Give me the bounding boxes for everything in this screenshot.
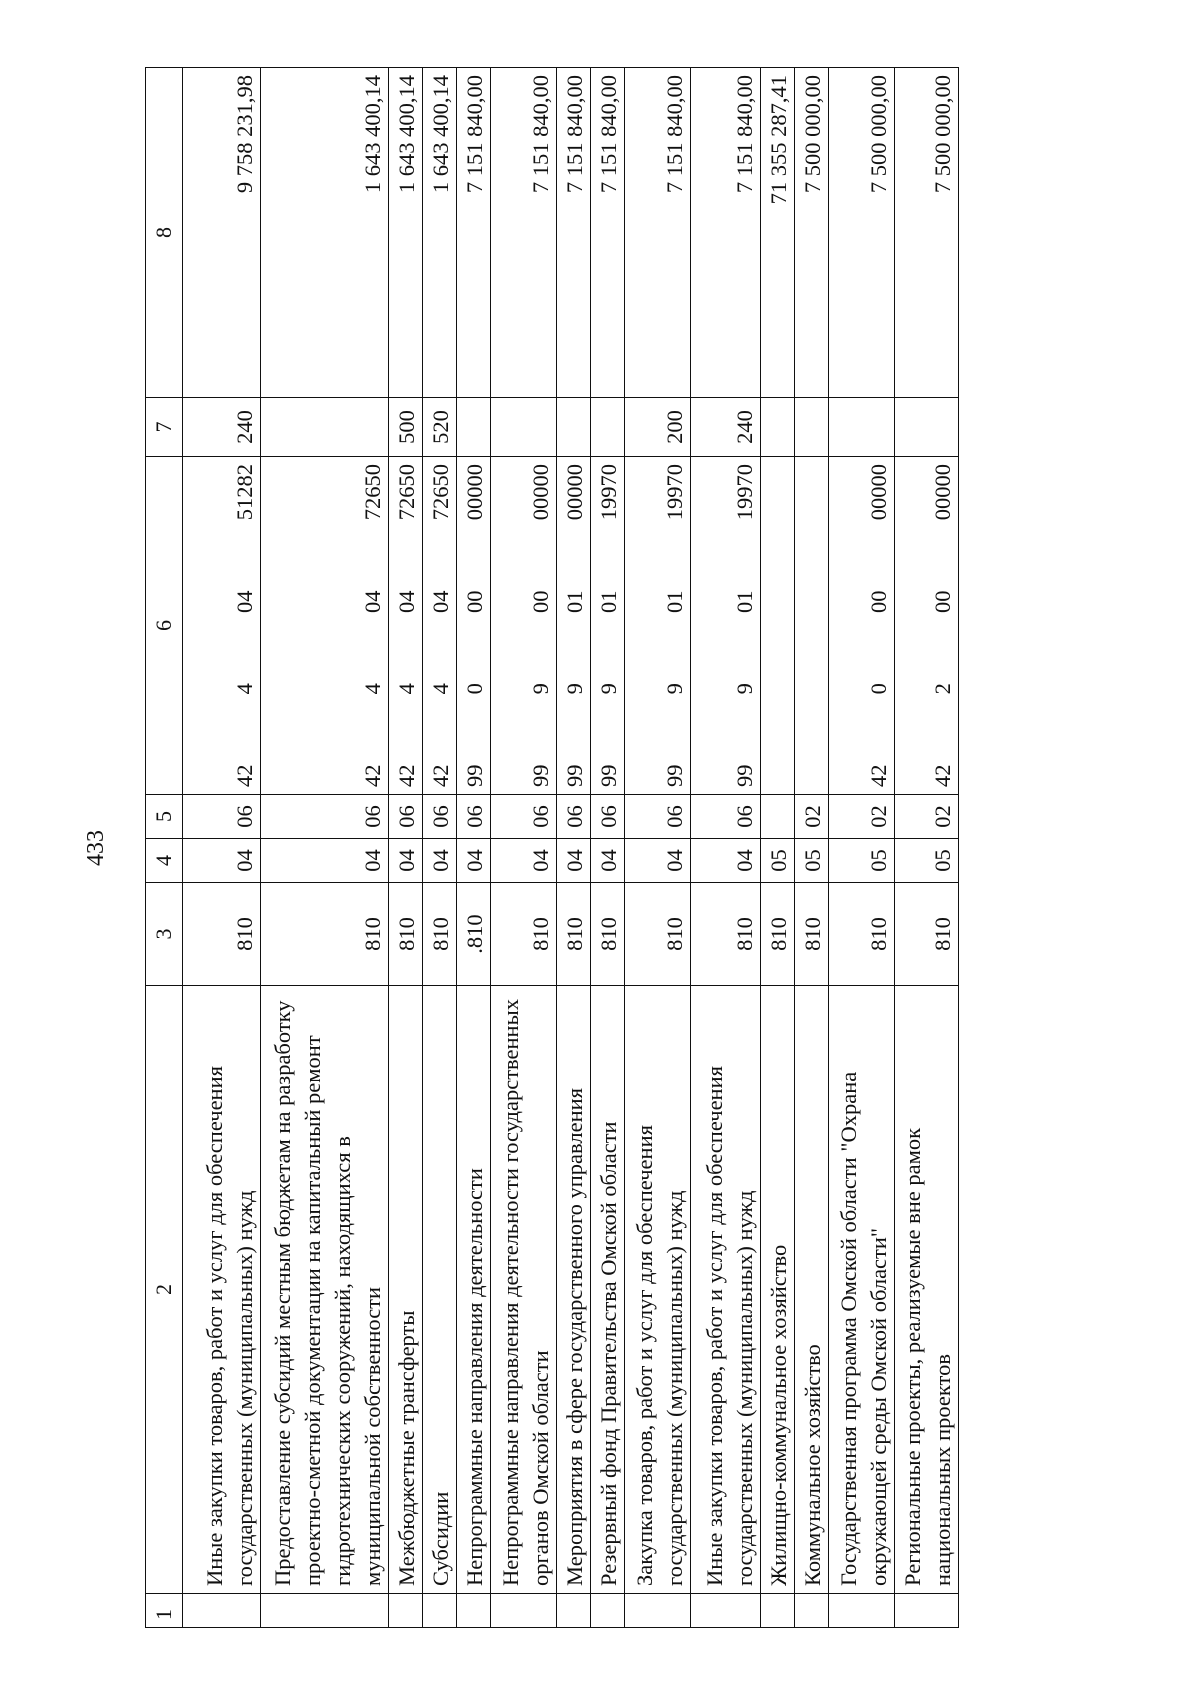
section-code-cell: 04 (423, 839, 457, 883)
target-code-part: 72650 (394, 464, 419, 521)
target-code-parts (594, 464, 624, 787)
subsection-code-cell: 06 (261, 795, 389, 839)
subsection-code-cell: 06 (691, 795, 761, 839)
target-code-parts (358, 464, 388, 787)
target-code-part: 99 (662, 764, 687, 787)
section-code-cell: 04 (457, 839, 491, 883)
target-code-cell (625, 457, 691, 795)
expense-type-cell: 500 (389, 398, 423, 457)
target-code-part: 99 (596, 764, 621, 787)
amount-cell: 71 355 287,41 (761, 68, 795, 398)
target-code-cell (389, 457, 423, 795)
section-code-cell: 04 (557, 839, 591, 883)
table-row (691, 68, 761, 1628)
item-name-cell: Субсидии (423, 986, 457, 1594)
target-code-part: 9 (662, 683, 687, 695)
subsection-code-cell (761, 795, 795, 839)
section-code-cell: 05 (761, 839, 795, 883)
target-code-parts (928, 464, 958, 787)
item-name-cell: Межбюджетные трансферты (389, 986, 423, 1594)
expense-type-cell (795, 398, 829, 457)
table-row (895, 68, 959, 1628)
table-row (795, 68, 829, 1628)
row-number-cell (625, 1594, 691, 1628)
amount-cell: 7 500 000,00 (829, 68, 895, 398)
target-code-parts (426, 464, 456, 787)
target-code-cell (691, 457, 761, 795)
header-cell: 8 (146, 68, 183, 398)
target-code-part: 00 (462, 590, 487, 613)
target-code-part: 00000 (562, 464, 587, 521)
header-cell: 1 (146, 1594, 183, 1628)
target-code-part: 04 (360, 590, 385, 613)
amount-cell: 1 643 400,14 (261, 68, 389, 398)
target-code-part: 00000 (866, 464, 891, 521)
ministry-code-cell: 810 (183, 883, 261, 986)
target-code-part: 04 (394, 590, 419, 613)
row-number-cell (795, 1594, 829, 1628)
item-name-cell: Жилищно-коммунальное хозяйство (761, 986, 795, 1594)
target-code-part: 2 (930, 683, 955, 695)
subsection-code-cell: 06 (457, 795, 491, 839)
item-name-cell: Иные закупки товаров, работ и услуг для обеспечения государственных (муниципальных) нужд (691, 986, 761, 1594)
row-number-cell (591, 1594, 625, 1628)
target-code-part: 72650 (428, 464, 453, 521)
expense-type-cell (491, 398, 557, 457)
item-name-cell: Иные закупки товаров, работ и услуг для обеспечения государственных (муниципальных) нужд (183, 986, 261, 1594)
target-code-part: 72650 (360, 464, 385, 521)
target-code-part: 0 (866, 683, 891, 695)
expense-type-cell (557, 398, 591, 457)
ministry-code-cell: 810 (761, 883, 795, 986)
target-code-parts (730, 464, 760, 787)
amount-cell: 9 758 231,98 (183, 68, 261, 398)
section-code-cell: 05 (895, 839, 959, 883)
ministry-code-cell: 810 (261, 883, 389, 986)
target-code-part: 9 (562, 683, 587, 695)
target-code-parts (864, 464, 894, 787)
row-number-cell (761, 1594, 795, 1628)
item-name-cell: Резервный фонд Правительства Омской области (591, 986, 625, 1594)
expense-type-cell: 240 (183, 398, 261, 457)
row-number-cell (829, 1594, 895, 1628)
section-code-cell: 05 (829, 839, 895, 883)
target-code-part: 4 (232, 683, 257, 695)
target-code-cell (761, 457, 795, 795)
section-code-cell: 04 (183, 839, 261, 883)
subsection-code-cell: 06 (389, 795, 423, 839)
target-code-part: 42 (866, 764, 891, 787)
item-name-cell: Региональные проекты, реализуемые вне рамок национальных проектов (895, 986, 959, 1594)
target-code-cell (557, 457, 591, 795)
ministry-code-cell: .810 (457, 883, 491, 986)
ministry-code-cell: 810 (895, 883, 959, 986)
expense-type-cell (457, 398, 491, 457)
amount-cell: 7 151 840,00 (457, 68, 491, 398)
target-code-part: 4 (428, 683, 453, 695)
subsection-code-cell: 06 (625, 795, 691, 839)
amount-cell: 1 643 400,14 (389, 68, 423, 398)
expense-type-cell: 200 (625, 398, 691, 457)
table-row (591, 68, 625, 1628)
subsection-code-cell: 06 (183, 795, 261, 839)
row-number-cell (389, 1594, 423, 1628)
table-row (423, 68, 457, 1628)
target-code-parts (526, 464, 556, 787)
table-row (557, 68, 591, 1628)
target-code-part: 99 (732, 764, 757, 787)
target-code-part: 00 (866, 590, 891, 613)
ministry-code-cell: 810 (795, 883, 829, 986)
item-name-cell: Мероприятия в сфере государственного управления (557, 986, 591, 1594)
target-code-cell (261, 457, 389, 795)
target-code-part: 01 (562, 590, 587, 613)
table-row (491, 68, 557, 1628)
target-code-cell (795, 457, 829, 795)
amount-cell: 7 500 000,00 (895, 68, 959, 398)
target-code-part: 99 (562, 764, 587, 787)
header-cell: 5 (146, 795, 183, 839)
target-code-cell (829, 457, 895, 795)
target-code-part: 01 (596, 590, 621, 613)
amount-cell: 7 151 840,00 (691, 68, 761, 398)
table-row (761, 68, 795, 1628)
target-code-parts (392, 464, 422, 787)
target-code-part: 00 (930, 590, 955, 613)
target-code-part: 01 (732, 590, 757, 613)
amount-cell: 7 151 840,00 (557, 68, 591, 398)
expense-type-cell (261, 398, 389, 457)
target-code-parts (460, 464, 490, 787)
header-cell: 7 (146, 398, 183, 457)
row-number-cell (691, 1594, 761, 1628)
target-code-parts (660, 464, 690, 787)
ministry-code-cell: 810 (389, 883, 423, 986)
amount-cell: 7 500 000,00 (795, 68, 829, 398)
target-code-part: 99 (528, 764, 553, 787)
row-number-cell (491, 1594, 557, 1628)
target-code-part: 00000 (528, 464, 553, 521)
section-code-cell: 04 (691, 839, 761, 883)
ministry-code-cell: 810 (829, 883, 895, 986)
item-name-cell: Закупка товаров, работ и услуг для обеспечения государственных (муниципальных) нужд (625, 986, 691, 1594)
item-name-cell: Государственная программа Омской области "Охрана окружающей среды Омской области" (829, 986, 895, 1594)
amount-cell: 7 151 840,00 (491, 68, 557, 398)
section-code-cell: 04 (625, 839, 691, 883)
target-code-part: 42 (394, 764, 419, 787)
row-number-cell (261, 1594, 389, 1628)
target-code-part: 42 (930, 764, 955, 787)
target-code-part: 9 (732, 683, 757, 695)
subsection-code-cell: 02 (895, 795, 959, 839)
subsection-code-cell: 06 (557, 795, 591, 839)
expense-type-cell: 520 (423, 398, 457, 457)
amount-cell: 1 643 400,14 (423, 68, 457, 398)
ministry-code-cell: 810 (423, 883, 457, 986)
section-code-cell: 04 (491, 839, 557, 883)
target-code-part: 00 (528, 590, 553, 613)
table-row (183, 68, 261, 1628)
amount-cell: 7 151 840,00 (625, 68, 691, 398)
subsection-code-cell: 06 (591, 795, 625, 839)
section-code-cell: 04 (591, 839, 625, 883)
row-number-cell (457, 1594, 491, 1628)
target-code-part: 19970 (732, 464, 757, 521)
target-code-part: 4 (360, 683, 385, 695)
header-cell: 6 (146, 457, 183, 795)
section-code-cell: 04 (261, 839, 389, 883)
target-code-cell (491, 457, 557, 795)
ministry-code-cell: 810 (625, 883, 691, 986)
target-code-part: 0 (462, 683, 487, 695)
row-number-cell (183, 1594, 261, 1628)
target-code-part: 04 (428, 590, 453, 613)
target-code-part: 00000 (462, 464, 487, 521)
target-code-part: 9 (596, 683, 621, 695)
target-code-part: 19970 (596, 464, 621, 521)
expense-type-cell (591, 398, 625, 457)
ministry-code-cell: 810 (691, 883, 761, 986)
subsection-code-cell: 06 (423, 795, 457, 839)
target-code-part: 19970 (662, 464, 687, 521)
row-number-cell (557, 1594, 591, 1628)
header-cell: 2 (146, 986, 183, 1594)
subsection-code-cell: 06 (491, 795, 557, 839)
section-code-cell: 04 (389, 839, 423, 883)
target-code-cell (423, 457, 457, 795)
subsection-code-cell: 02 (795, 795, 829, 839)
ministry-code-cell: 810 (557, 883, 591, 986)
target-code-part: 42 (360, 764, 385, 787)
row-number-cell (423, 1594, 457, 1628)
target-code-cell (183, 457, 261, 795)
item-name-cell: Коммунальное хозяйство (795, 986, 829, 1594)
item-name-cell: Предоставление субсидий местным бюджетам на разработку проектно-сметной документации на капитальный ремонт гидротехнических сооружений, находящихся в муниципальной собственности (261, 986, 389, 1594)
target-code-part: 42 (232, 764, 257, 787)
target-code-part: 9 (528, 683, 553, 695)
expense-type-cell (761, 398, 795, 457)
header-row (146, 68, 183, 1628)
ministry-code-cell: 810 (491, 883, 557, 986)
expense-type-cell (829, 398, 895, 457)
subsection-code-cell: 02 (829, 795, 895, 839)
table-row (389, 68, 423, 1628)
target-code-part: 51282 (232, 464, 257, 521)
table-row (457, 68, 491, 1628)
expense-type-cell: 240 (691, 398, 761, 457)
target-code-cell (591, 457, 625, 795)
target-code-part: 01 (662, 590, 687, 613)
table-row (829, 68, 895, 1628)
page-number: 433 (83, 830, 109, 866)
table-row (625, 68, 691, 1628)
target-code-part: 4 (394, 683, 419, 695)
ministry-code-cell: 810 (591, 883, 625, 986)
target-code-part: 04 (232, 590, 257, 613)
rotated-document-page (83, 68, 1095, 1628)
target-code-part: 00000 (930, 464, 955, 521)
target-code-part: 99 (462, 764, 487, 787)
header-cell: 3 (146, 883, 183, 986)
target-code-cell (895, 457, 959, 795)
target-code-cell (457, 457, 491, 795)
header-cell: 4 (146, 839, 183, 883)
item-name-cell: Непрограммные направления деятельности (457, 986, 491, 1594)
target-code-part: 42 (428, 764, 453, 787)
amount-cell: 7 151 840,00 (591, 68, 625, 398)
target-code-parts (560, 464, 590, 787)
budget-table (145, 67, 959, 1628)
expense-type-cell (895, 398, 959, 457)
target-code-parts (230, 464, 260, 787)
section-code-cell: 05 (795, 839, 829, 883)
item-name-cell: Непрограммные направления деятельности государственных органов Омской области (491, 986, 557, 1594)
row-number-cell (895, 1594, 959, 1628)
table-row (261, 68, 389, 1628)
